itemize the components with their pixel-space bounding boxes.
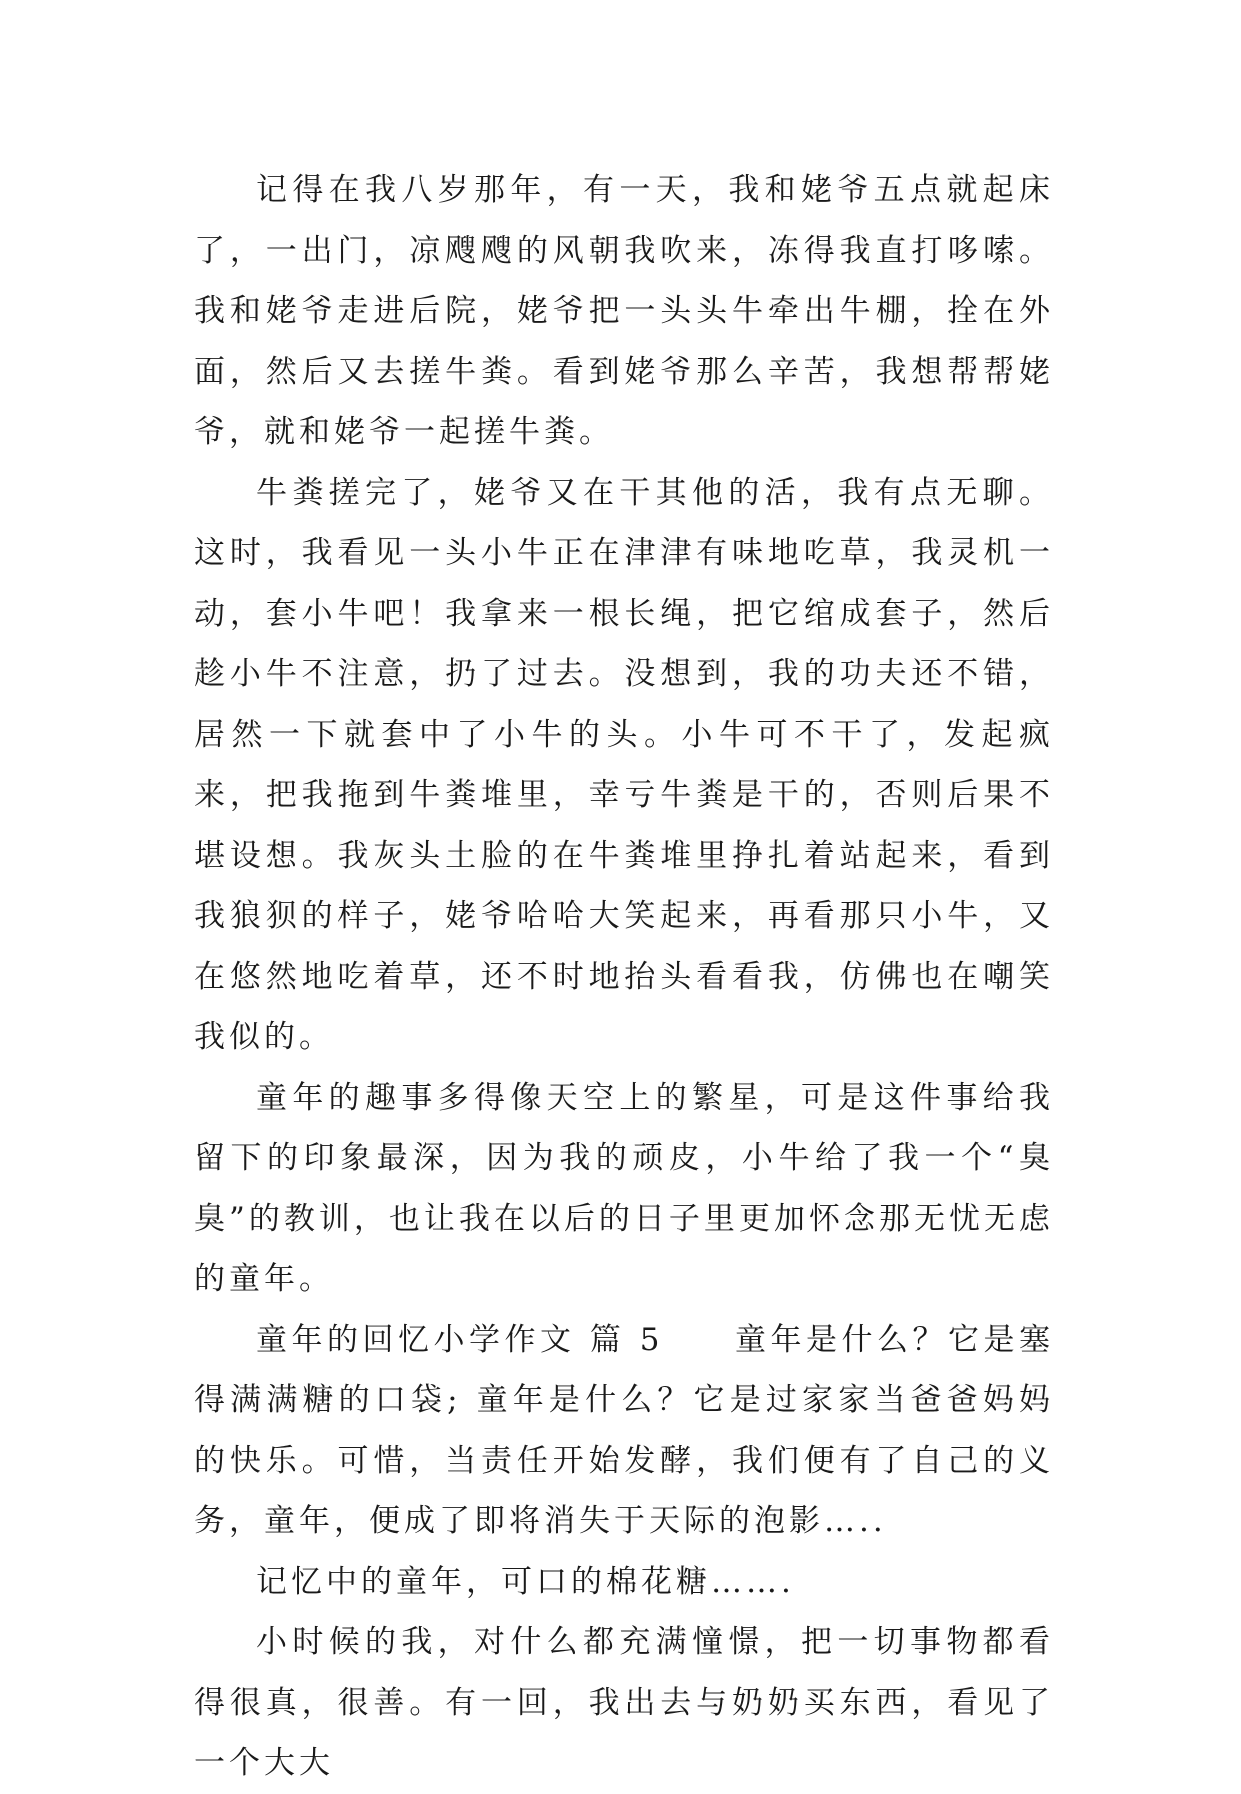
paragraph-5: 记忆中的童年，可口的棉花糖……. (256, 1563, 795, 1600)
paragraph-6: 小时候的我，对什么都充满憧憬，把一切事物都看得很真，很善。有一回，我出去与奶奶买东西，看见了一个大大 (194, 1624, 1054, 1781)
document-body (194, 160, 1054, 1794)
paragraph-3: 童年的趣事多得像天空上的繁星，可是这件事给我留下的印象最深，因为我的顽皮，小牛给了我一个“臭臭”的教训，也让我在以后的日子里更加怀念那无忧无虑的童年。 (194, 1079, 1054, 1297)
paragraph-4: 童年的回忆小学作文 篇 5 童年是什么？它是塞得满满糖的口袋; 童年是什么？它是过家家当爸爸妈妈的快乐。可惜，当责任开始发酵，我们便有了自己的义务，童年，便成了即将消失于天际的泡影….. (194, 1321, 1054, 1539)
paragraph-1: 记得在我八岁那年，有一天，我和姥爷五点就起床了，一出门，凉飕飕的风朝我吹来，冻得我直打哆嗦。我和姥爷走进后院，姥爷把一头头牛牵出牛棚，拴在外面，然后又去搓牛粪。看到姥爷那么辛苦，我想帮帮姥爷，就和姥爷一起搓牛粪。 (194, 172, 1054, 450)
paragraph-2: 牛粪搓完了，姥爷又在干其他的活，我有点无聊。这时，我看见一头小牛正在津津有味地吃草，我灵机一动，套小牛吧！我拿来一根长绳，把它绾成套子，然后趁小牛不注意，扔了过去。没想到，我的功夫还不错，居然一下就套中了小牛的头。小牛可不干了，发起疯来，把我拖到牛粪堆里，幸亏牛粪是干的，否则后果不堪设想。我灰头土脸的在牛粪堆里挣扎着站起来，看到我狼狈的样子，姥爷哈哈大笑起来，再看那只小牛，又在悠然地吃着草，还不时地抬头看看我，仿佛也在嘲笑我似的。 (194, 474, 1054, 1055)
